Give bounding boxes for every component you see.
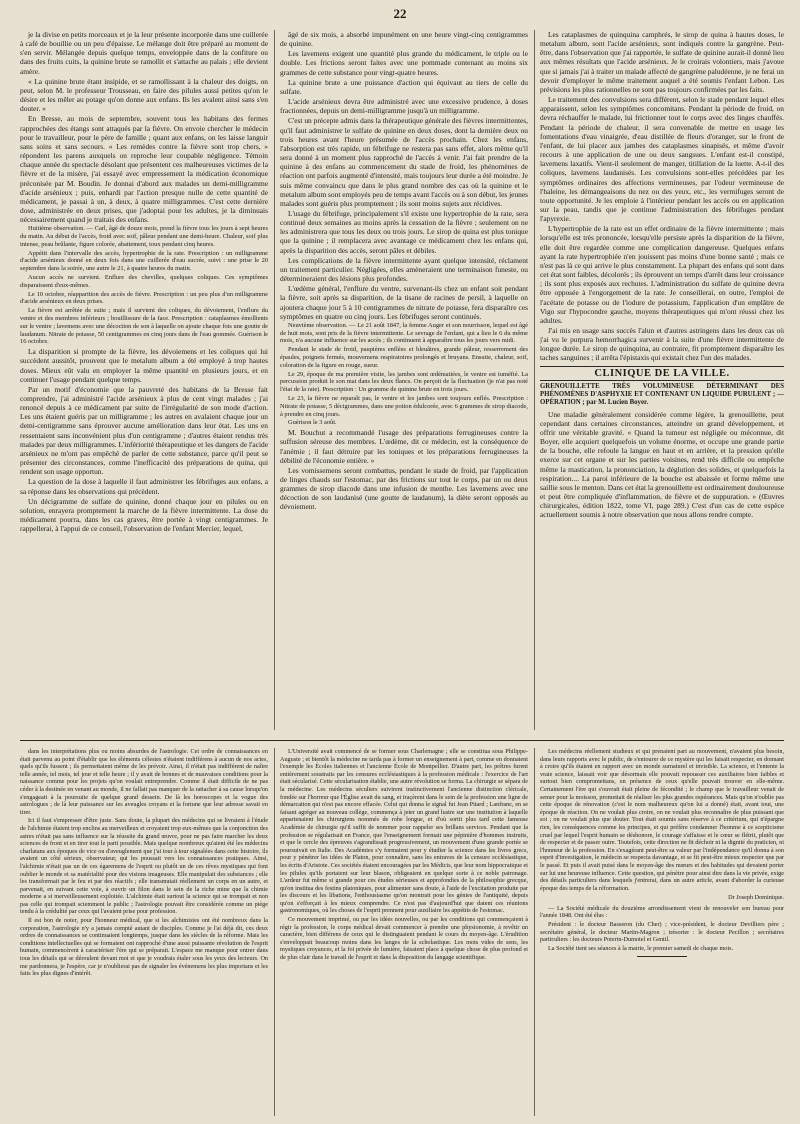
top-column-3 (540, 30, 784, 730)
paragraph: Les complications de la fièvre intermittente ayant quelque intensité, réclament un traitement particulier. Négligées, elles amèneraient une terminaison funeste, ou détermineraient des lésions plus profondes. (280, 255, 528, 284)
paragraph: L'Université avait commencé de se former sous Charlemagne ; elle se constitua sous Philippe-Auguste ; et bientôt la médecine ne tarda pas à former un enseignement à part, comme en donnaient l'exemple les Écoles italiennes et l'ancienne École de Montpellier. D'autre part, les prêtres furent entièrement soustraits par les censures ecclésiastiques à la profession médicale : l'exercice de l'art était sécularisé. Cette sécularisation établie, une autre révolution se forma. La chirurgie se sépara de la médecine. Les médecins séculiers suivirent instinctivement l'ancienne distinction cléricale, fondée sur l'horreur que l'Église avait du sang, et traçèrent dans le sein de la profession une ligne de démarcation qui n'est pas encore effacée. Celui qui donna le signal fut Jean Pitard ; Lanfranc, en se faisant agréger au nouveau collège, commença à jeter un grand lustre sur une institution à laquelle appartenaient les chirurgiens nommés de robe longue, et d'où sortit plus tard cette fameuse Académie de chirurgie qu'il suffit de nommer pour rappeler ses brillans services. Pendant que la profession se régularisait en France, que l'enseignement formait une pépinière d'hommes instruits, et que le cercle des épreuves s'agrandissait progressivement, un mouvement d'une grande portée se poursuivait en Italie. Des Académies s'y formaient pour y étudier la science dans les livres grecs, pour y pénétrer les idées de Platon, pour connaître, sans les entraves de la censure ecclésiastique, les écrits d'Aristote. Ces sociétés étaient encouragées par les Médicis, que leur nom hippocratique et les pilules qu'ils portaient sur leur blason, obligeaient en quelque sorte à ce noble patronage. L'ardeur fut même si grande pour ces études sérieuses et approfondies de la philosophie grecque, qu'on institua des festins platoniques, pour alimenter sans doute, à l'aide de l'excitation produite par les discours et les libations, l'enthousiasme qu'on montrait pour les génies de l'antiquité, depuis qu'on s'efforçait à les mieux comprendre. Ce n'est pas d'aujourd'hui que datent ces réunions gastronomiques, où les choses de l'esprit prennent pour auxiliaire les appétits de l'estomac. (280, 748, 528, 915)
article-subtitle: GRENOUILLETTE TRÈS VOLUMINEUSE DÉTERMINANT DES PHÉNOMÈNES D'ASPHYXIE ET CONTENANT UN LIQUIDE PURULENT ; — OPÉRATION ; par M. Lucien Boyer. (540, 382, 784, 407)
observation-paragraph: Appétit dans l'intervalle des accès, hypertrophie de la rate. Prescription : un milligramme d'acide arsénieux donné en deux fois dans une cuillerée d'eau sucrée, suivi : une prise le 20 septembre dans la soirée, une autre le 21, à quatre heures du matin. (20, 249, 268, 273)
paragraph: Un décigramme de sulfate de quinine, donné chaque jour en pilules ou en solution, enrayera promptement la marche de la fièvre intermittente. La dose du médicament pourra, dans les cas graves, être portée à vingt centigrammes. Je rappellerai, à l'appui de ce conseil, l'observation de l'enfant Mercier, lequel, (20, 496, 268, 534)
paragraph: L'usage du fébrifuge, principalement s'il existe une hypertrophie de la rate, sera continué deux semaines au moins après la cessation de la fièvre ; seulement on ne les administrera que tous les deux ou trois jours. Le sirop de quina est plus tonique que la quinine ; il remplacera avec avantage ce médicament chez les enfans qui, après la disparition des accès, seront pâles et débiles. (280, 208, 528, 255)
bottom-column-1 (20, 748, 268, 1116)
paragraph: je la divise en petits morceaux et je la leur présente incorporée dans une cuillerée à café de bouillie ou un peu d'épaisse. Le mélange doit être préparé au moment de s'en servir. Mélangée depuis quelque temps, enveloppée dans de la confiture ou dans des fruits cuits, la quinine brute se ramollit et s'attache au palais ; elle devient amère. (20, 30, 268, 76)
paragraph: L'œdème général, l'enflure du ventre, survenant-ils chez un enfant soit pendant la fièvre, soit après sa disparition, de la tisane de racines de persil, à laquelle on ajoutera chaque jour 5 à 10 centigrammes de nitrate de potasse, fera disparaître ces symptômes en quatre ou cinq jours. Les fébrifuges seront continués. (280, 284, 528, 321)
paragraph: Les lavemens exigent une quantité plus grande du médicament, le triple ou le double. Les frictions seront faites avec une pommade contenant au moins six grammes de cette substance pour vingt-quatre heures. (280, 49, 528, 77)
notice: Président : le docteur Basseron (du Cher) ; vice-président, le docteur Devilliers père ; secrétaire général, le docteur Martin-Magron ; trésorier : le docteur Pecillon ; secrétaires particuliers : les docteurs Poterin-Dumotel et Gentil. (540, 921, 784, 944)
top-column-1 (20, 30, 268, 730)
bottom-column-3 (540, 748, 784, 1116)
paragraph: âgé de six mois, a absorbé impunément en une heure vingt-cinq centigrammes de quinine. (280, 30, 528, 49)
paragraph: C'est un précepte admis dans la thérapeutique générale des fièvres intermittentes, qu'il faut administrer le sulfate de quinine en deux doses, dont la dernière deux ou trois heures avant l'heure présumée de l'accès prochain. Chez les enfans, l'absorption est très rapide, un fébrifuge ne restera pas sans effet, alors même qu'il sera donné à un moment plus rapproché de l'accès à venir. J'ai fait prendre de la quinine à des enfans au commencement du stade de froid, les phénomènes de réaction ont parfois augmenté d'intensité, mais toujours leur durée a été moindre. Je suis même convaincu que dans le plus grand nombre des cas où la quinine et le metalum album sont employés peu de temps avant l'accès ou à son début, les jeunes malades sont guéris plus promptement ; ils sont moins sujets aux récidives. (280, 116, 528, 208)
end-rule (637, 956, 687, 957)
observation-paragraph: Aucun accès ne survient. Enflure des chevilles, quelques coliques. Ces symptômes disparaissent d'eux-mêmes. (20, 274, 268, 289)
column-divider (534, 748, 535, 1116)
observation-paragraph: La fièvre est arrêtée de suite ; mais il survient des coliques, du dévoiement, l'enflure du ventre et des membres inférieurs ; bouillissure de la face. Prescription : cataplasmes émollients sur le ventre ; lavemens avec une décoction de son à laquelle on ajoute chaque fois une goutte de laudanum. Nitrate de potasse, 50 centigrammes en cinq jours dans de l'eau gommée. Guérison le 16 octobre. (20, 307, 268, 346)
notice: — La Société médicale du douzième arrondissement vient de renouveler son bureau pour l'année 1848. Ont été élus : (540, 904, 784, 920)
observation-paragraph: Neuvième observation. — Le 21 août 1847, la femme Auger et son nourrisson, lequel est âgé de huit mois, sont pris de la fièvre intermittente. Le sevrage de l'enfant, qui a lieu le 6 du même mois, n'a aucune influence sur les accès ; ils continuent à apparaître tous les jours vers midi. (280, 321, 528, 345)
paragraph: L'hypertrophie de la rate est un effet ordinaire de la fièvre intermittente ; mais lorsqu'elle est très prononcée, lorsqu'elle persiste après la disparition de la fièvre, elle doit être regardée comme une complication dangereuse. Quelques enfans ayant la rate hypertrophiée n'en jouissent pas moins d'une bonne santé ; mais ce n'est pas là ce qui arrive le plus constamment. La plupart des enfans qui sont dans cet état sont faibles, décolorés ; ils éprouvent un temps d'arrêt dans leur croissance ; ils sont plus exposés aux rechutes. L'administration du sulfate de quinine devra être opposée à l'engorgement de la rate. Je conseillerai, en outre, l'emploi de l'acétate de potasse ou de l'iodure de potassium, l'application d'un emplâtre de Vigo sur l'hypocondre gauche, moyens thérapeutiques qui m'ont réussi chez les adultes. (540, 224, 784, 325)
page-number: 22 (393, 6, 407, 21)
paragraph: J'ai mis en usage sans succès l'alun et d'autres astringens dans les deux cas où j'ai vu le purpura hemorrhagica survenir à la suite d'une fièvre intermittente de longue durée. Le sirop de quinquina, au contraire, fit promptement disparaître les taches sanguines ; il arrêta l'épistaxis qui existait chez l'un des malades. (540, 326, 784, 363)
paragraph: La question de la dose à laquelle il faut administrer les fébrifuges aux enfans, a sa réponse dans les observations qui précèdent. (20, 477, 268, 496)
paragraph: Ce mouvement imprimé, ou par les idées nouvelles, ou par les conditions qui commençaient à régir la profession, le corps médical devait commencer à prendre une physionomie, à revêtir un caractère, bien différens de ceux qui le distinguaient pendant le cours du moyen-âge. L'érudition s'enveloppait beaucoup moins dans les langes de la scholastique. Les mots vides de sens, les mystiques croyances, et la foi privée de lumière, faisaient place à quelque chose de plus profond et de plus clair dans le travail de l'esprit et dans la disposition du langage scientifique. (280, 916, 528, 962)
paragraph: dans les interprétations plus ou moins absurdes de l'astrologie. Cet ordre de connaissances en était parvenu au point d'établir que les éléments célestes n'étaient indifférens à aucun de nos actes, quels qu'ils fussent ; ils permettaient même de les prévoir. Ainsi, il n'était pas indifférent de naître telle année, tel mois, tel jour et telle heure ; il y avait de bonnes et de mauvaises conditions pour la naissance comme pour les projets qu'on voulait entreprendre. Comme il était difficile de ne pas céder à la destinée en venant au monde, il ne fallait pas manquer de la rattacher à sa cause lorsqu'on s'engageait à la poursuite de quelque grand dessein. De là les horoscopes et la vogue des astrologues ; de là leur puissance sur les aveugles croyans et la fortune que leur adresse savait en tirer. (20, 748, 268, 816)
top-column-2 (280, 30, 528, 730)
column-divider (534, 30, 535, 730)
paragraph: Le traitement des convulsions sera différent, selon le stade pendant lequel elles apparaissent, selon les symptômes concomitans. Pendant la période de froid, on devra réchauffer le malade, lui frictionner tout le corps avec des linges chauffés. Pendant la période de chaleur, il sera convenable de mettre en usage les fomentations d'eau vinaigrée, d'eau distillée de fleurs d'oranger, sur le front de l'enfant, de lui placer aux jambes des cataplasmes sinapisés, et même d'avoir recours à une application de une ou deux sangsues. L'enfant est-il constipé, lavemens laxatifs. Vient-il seulement de manger, titillation de la luette. A-t-il des coliques, lavemens laudanisés. Les convulsions sont-elles précédées par les symptômes ordinaires des affections vermineuses, par l'odeur vermineuse de l'haleine, les démangeaisons du nez ou des yeux, etc., les vermifuges seront de toute opportunité. Je les emploie à l'intérieur pendant les accès ou en application sur la peau, tandis que je continue l'administration des fébrifuges pendant l'apyrexie. (540, 95, 784, 224)
notice: La Société tient ses séances à la mairie, le premier samedi de chaque mois. (548, 944, 734, 952)
observation-paragraph: Guérison le 3 août. (288, 419, 337, 427)
feuilleton-divider (20, 740, 784, 741)
column-divider (274, 748, 275, 1116)
paragraph: Les cataplasmes de quinquina camphrés, le sirop de quina à hautes doses, le metalum album, sont l'acide arsénieux, sont indiqués contre la gangrène. Peut-être, dans l'observation que j'ai rapportée, le sulfate de quinine aurait-il donné lieu aux mêmes résultats que l'acide arsénieux. Je le croirais volontiers, mais j'avoue que si jamais j'ai à traiter un malade affecté de gangrène paludéenne, je ne ferai un devoir d'employer le même traitement auquel a été soumis l'enfant Lebon. Les prévisions les plus rationnelles ne sont pas toujours confirmées par les faits. (540, 30, 784, 94)
paragraph: Ici il faut s'empresser d'être juste. Sans doute, la plupart des médecins qui se livraient à l'étude de l'alchimie étaient trop enclins au merveilleux et croyaient trop eux-mêmes que la conjonction des astres n'était pas sans influence sur la réussite du grand œuvre, pour ne pas faire marcher les deux sciences de front et en tirer tout le parti possible. Mais quelque nombreux qu'aient été les médecins charlatans aux époques de vice ou d'aveuglement que j'ai tour à tour signalées dans cette histoire, ils avaient un côté sérieux, observateur, qui les poussait vers les connaissances pratiques. Ainsi, l'alchimie n'était pas un de ces égaremens de l'esprit ou plutôt un de ces rêves mystiques qui font oublier le monde et sa matérialité pour des visions imageuses. Elle manipulait des substances ; elle les transformait par le feu et par des réactifs ; elle transmutait réellement un corps en un autre, et parvenait, en suivant cette voie, à ouvrir un filon dans le sein de la riche mine que la chimie moderne a si merveilleusement exploitée. L'alchimie était surtout la science qui se trompait et non pas celle qui trompait sciemment le public ; l'astrologie pouvait être considérée comme un piège tendu à la crédulité par ceux qui l'avaient prise pour profession. (20, 817, 268, 916)
observation-paragraph: Le 10 octobre, réapparition des accès de fièvre. Prescription : un peu plus d'un milligramme d'acide arsénieux en deux prises. (20, 290, 268, 306)
paragraph: La disparition si prompte de la fièvre, les dévoiemens et les coliques qui lui succèdent aussitôt, prouvent que le metalum album a été employé à trop hautes doses. Mieux eût valu en employer la même quantité en plusieurs jours, et en continuer l'usage pendant quelque temps. (20, 347, 268, 384)
observation-paragraph: Le 29, époque de ma première visite, les jambes sont œdématiées, le ventre est tuméfié. La percussion produit le son mat dans les deux flancs. On perçoit de la fluctuation (je n'ai pas noté l'état de la rate). Prescription : Un gramme de quinine brute en trois jours. (280, 370, 528, 394)
paragraph: Une maladie généralement considérée comme légère, la grenouillette, peut cependant dans certaines circonstances, atteindre un grand développement, et offrir une véritable gravité. « Quand la tumeur est négligée ou méconnue, dit Boyer, elle acquiert quelquefois un volume énorme, et occupe une grande partie de la bouche, elle refoule la langue en haut et en arrière, et la pression qu'elle exerce sur cet organe et sur les parties voisines, rend très difficile ou empêche même la mastication, la prononciation, la déglution des solides, et quelquefois la respiration.... La paroi inférieure de la bouche est abaissée et forme même une saillie sous le menton. Dans cet état la grenouillette est ordinairement douloureuse et peut être compliquée d'inflammation, de fièvre et de suppuration. » (Œuvres chirurgicales, édition 1822, tome VI, page 289.) C'est d'un cas de cette espèce actuellement soumis à notre observation que nous allons rendre compte. (540, 409, 784, 520)
paragraph: Les vomissemens seront combattus, pendant le stade de froid, par l'application de linges chauds sur l'estomac, par des frictions sur tout le corps, par un ou deux grammes de sirop diacode dans une infusion de menthe. Les lavemens avec une décoction de son laudanisé (une goutte de laudanum), la diète seront opposés au dévoiement. (280, 465, 528, 512)
paragraph: La quinine brute a une puissance d'action qui équivaut au tiers de celle du sulfate. (280, 77, 528, 96)
column-divider (274, 30, 275, 730)
paragraph: L'acide arsénieux devra être administré avec une excessive prudence, à doses fractionnées, depuis un demi-milligramme jusqu'à un milligramme. (280, 97, 528, 116)
paragraph: Il est bon de noter, pour l'honneur médical, que si les alchimistes ont été nombreux dans la corporation, l'astrologie n'y a jamais compté autant de disciples. Comme je l'ai déjà dit, ces deux ordres de connaissances se continuaient longtemps, jusque dans les siècles de la réforme. Mais les conditions intellectuelles qui se formaient ont rapproché d'une aussi puissante révolution de l'esprit humain, commencèrent à caractériser l'ère qui se préparait. L'espace me manque pour entrer dans tous les détails qui se déroulent devant moi et que je voudrais étaler sous les yeux des lecteurs. On me pardonnera, je l'espère, car je n'oublierai pas de signaler les événemens les plus importans et les faits les plus dignes d'intérêt. (20, 917, 268, 978)
paragraph: En Bresse, au mois de septembre, souvent tous les habitans des fermes rapprochées des étangs sont attaqués par la fièvre. On envoie chercher le médecin pour le travailleur, pour le père de famille ; quant aux enfans, on les laisse languir sans soins et sans secours. « Les remèdes contre la fièvre sont trop chers, » répondent les parens auxquels on reproche leur coupable négligence. Témoin chaque année du spectacle désolant que présentent ces malheureuses victimes de la fièvre et de la misère, j'ai essayé avec empressement la médication économique préconisée par M. Boudin. Je donnai d'abord aux malades un demi-milligramme d'acide arsénieux ; puis, enhardi par l'action presque nulle de cette quantité de médicament, je passai à un, à deux, à quatre milligrammes. C'est cette dernière dose, administrée en deux prises, que j'adoptai pour les adultes, je la diminuais nécessairement quand je traitais des enfans. (20, 114, 268, 225)
paragraph: Les médecins réellement studieux et qui prenaient part au mouvement, n'avaient plus besoin, dans leurs rapports avec le public, de s'entourer de ce mystère qui les faisait respecter, en donnant à croire qu'ils étaient en rapport avec un monde surnaturel et invisible. La science, et l'entente la vraie science, laissait voir que désormais elle pouvait repousser ces auxiliaires bien faibles et surtout bien compromettans, en présence de ceux qu'elle pouvait trouver en elle-même. Certainement l'ère qui s'ouvrait était pleine de fécondité ; le champ que le travailleur venait de semer pour la moisson, promettait de réaliser les plus grandes espérances. Mais qu'on n'oublie pas cette époque de rénovation (c'est le nom malheureux qu'on lui a donné) était, avant tout, une époque de réaction. On ne voulait plus croire, on ne voulait plus reconnaître de plus puissant que soi ; on ne voulait plus que douter. Tout était soumis sans réserve à ce critérium, qui n'épargne rien, les conséquences comme les principes, et qui préfère condamner l'homme à ce scepticisme cruel par lequel l'esprit humain se déshonore, le courage s'affaisse et le cœur se flétrit, plutôt que de respecter et de passer outre. Toutefois, cette direction ne fit déchoir ni la dignité du praticien, ni l'honneur de la profession. En s'exagérant peut-être sa valeur par l'indépendance qu'il donna à son esprit d'investigation, le médecin se respecta davantage, et se fit peut-être mieux respecter que par le passé. Et puis il avait puisé dans le moyen-âge des mœurs et des habitudes qui devaient porter sur lui une heureuse influence. Cette question, qui pénètre pour ainsi dire dans la vie privée, exige des détails particuliers dans lesquels j'entrerai, dans un autre article, avant d'aborder la curieuse époque des temps de la réformation. (540, 748, 784, 892)
paragraph: « La quinine brute étant insipide, et se ramollissant à la chaleur des doigts, on peut, selon M. le professeur Trousseau, en faire des pilules aussi petites qu'on le désire et les mêler au potage qu'on donne aux enfans. Ils les avalent ainsi sans s'en douter. » (20, 76, 268, 114)
section-title: CLINIQUE DE LA VILLE. (540, 366, 784, 381)
bottom-column-2 (280, 748, 528, 1116)
observation-paragraph: Huitième observation. — Carl, âgé de douze mois, prend la fièvre tous les jours à sept heures du matin. Au début de l'accès, froid avec soif, pâleur pendant une demi-heure. Chaleur, soif plus intense, peau brûlante, figure colorée, abattement, toux pendant cinq heures. (20, 225, 268, 248)
paragraph: M. Bouchut a recommandé l'usage des préparations ferrugineuses contre la suffusion séreuse des membres. L'œdème, dit ce médecin, est la conséquence de l'anémie ; il faut détruire par les toniques et les préparations ferrugineuses la débilité de l'économie entière. » (280, 428, 528, 465)
observation-paragraph: Pendant le stade de froid, paupières enflées et bleuâtres, grande pâleur, resserrement des épaules, poignets fermés, mouvemens respiratoires prolongés et bruyans. Ensuite, chaleur, soif, coloration de la figure en rouge, sueur. (280, 346, 528, 369)
author-signature: Dr Joseph Dominique. (728, 894, 784, 902)
paragraph: Par un motif d'économie que la pauvreté des habitans de la Bresse fait comprendre, j'ai administré l'acide arsénieux à plus de cent vingt malades ; j'ai renoncé depuis à ce médicament par suite de l'irrégularité de son mode d'action. Les uns étaient guéris par un milligramme ; les autres en avalaient chaque jour un demi-centigramme sans éprouver aucune amélioration dans leur état. Les uns en ressentaient sans inconvénient plus d'un centigramme ; d'autres étaient rendus très malades par deux milligrammes. L'infériorité thérapeutique et les dangers de l'acide arsénieux ne m'ont pas empêché de parler de cette substance, parce qu'il peut se présenter des circonstances, comme l'inefficacité des préparations de quina, qui rendent son usage opportun. (20, 384, 268, 477)
observation-paragraph: Le 23, la fièvre ne reparaît pas, le ventre et les jambes sont toujours enflés. Prescription : Nitrate de potasse, 5 décigrammes, dans une potion édulcorée, avec 6 grammes de sirop diacode, à prendre en cinq jours. (280, 395, 528, 418)
